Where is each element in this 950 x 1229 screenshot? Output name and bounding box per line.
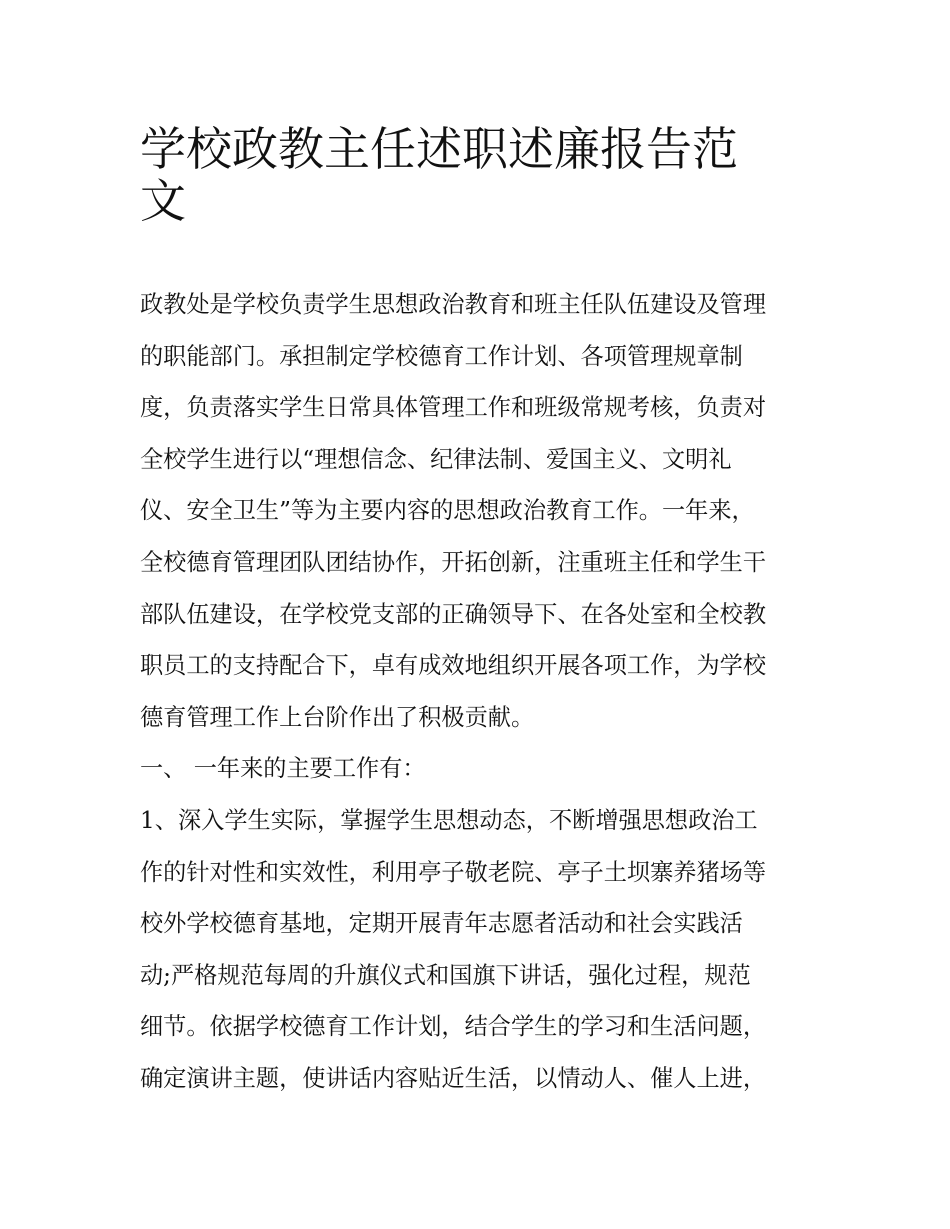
body-line: 动;严格规范每周的升旗仪式和国旗下讲话，强化过程，规范	[140, 961, 751, 989]
body-line: 职员工的支持配合下，卓有成效地组织开展各项工作，为学校	[140, 652, 767, 680]
document-body	[140, 279, 820, 1105]
title-line: 学校政教主任述职述廉报告范	[140, 122, 738, 176]
body-line: 度，负责落实学生日常具体管理工作和班级常规考核，负责对	[140, 394, 767, 422]
body-line: 全校学生进行以“理想信念、纪律法制、爱国主义、文明礼	[140, 445, 732, 473]
body-line: 部队伍建设，在学校党支部的正确领导下、在各处室和全校教	[140, 600, 767, 628]
body-line: 校外学校德育基地，定期开展青年志愿者活动和社会实践活	[140, 910, 743, 938]
section-heading: 一、 一年来的主要工作有：	[140, 755, 426, 783]
body-line: 细节。依据学校德育工作计划，结合学生的学习和生活问题，	[140, 1013, 767, 1041]
body-line: 1、深入学生实际，掌握学生思想动态，不断增强思想政治工	[140, 806, 758, 834]
body-line: 作的针对性和实效性，利用亭子敬老院、亭子土坝寨养猪场等	[140, 858, 767, 886]
body-line: 的职能部门。承担制定学校德育工作计划、各项管理规章制	[140, 342, 743, 370]
body-line: 确定演讲主题，使讲话内容贴近生活，以情动人、催人上进，	[140, 1064, 767, 1092]
title-line: 文	[140, 173, 186, 228]
body-line: 全校德育管理团队团结协作，开拓创新，注重班主任和学生干	[140, 548, 767, 576]
document-title	[140, 112, 820, 228]
body-line: 仪、安全卫生”等为主要内容的思想政治教育工作。一年来，	[140, 497, 755, 525]
body-line: 政教处是学校负责学生思想政治教育和班主任队伍建设及管理	[140, 291, 767, 318]
body-line: 德育管理工作上台阶作出了积极贡献。	[140, 703, 535, 731]
